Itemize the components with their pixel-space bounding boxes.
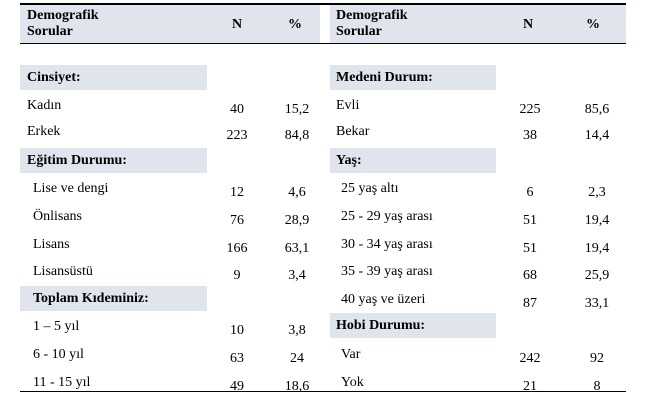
left-row-n: 12 bbox=[230, 185, 244, 201]
right-row-label: Bekar bbox=[336, 124, 370, 140]
left-row-label: Önlisans bbox=[33, 209, 82, 224]
left-row-percent: 24 bbox=[290, 351, 304, 366]
left-row-label: Lise ve dengi bbox=[33, 181, 109, 197]
left-row-label: Lisans bbox=[33, 236, 70, 252]
left-row-n: 223 bbox=[226, 128, 248, 144]
right-row-label: 40 yaş ve üzeri bbox=[341, 291, 426, 307]
right-row-percent: 14,4 bbox=[584, 128, 610, 144]
left-section-title: Eğitim Durumu: bbox=[27, 152, 127, 168]
header-left-percent: % bbox=[288, 17, 302, 32]
left-row-label: 1 – 5 yıl bbox=[33, 319, 80, 335]
left-row-n: 10 bbox=[230, 323, 244, 339]
left-row-label: Lisansüstü bbox=[33, 264, 93, 280]
right-row-percent: 2,3 bbox=[588, 185, 606, 201]
right-row-label: 30 - 34 yaş arası bbox=[341, 236, 433, 252]
right-row-n: 68 bbox=[523, 268, 537, 284]
left-row-n: 9 bbox=[233, 268, 241, 284]
left-row-n: 166 bbox=[226, 240, 248, 256]
header-rule bbox=[20, 43, 626, 44]
header-right-title-line1: Demografik bbox=[336, 8, 408, 23]
left-section-title: Toplam Kıdeminiz: bbox=[33, 290, 149, 306]
right-row-percent: 8 bbox=[593, 378, 601, 394]
right-row-label: Evli bbox=[336, 97, 360, 113]
left-row-n: 40 bbox=[230, 101, 244, 117]
right-row-n: 51 bbox=[523, 213, 537, 228]
left-row-label: Kadın bbox=[27, 97, 62, 113]
left-row-label: 6 - 10 yıl bbox=[33, 347, 84, 362]
right-row-n: 242 bbox=[519, 351, 541, 366]
left-row-percent: 15,2 bbox=[284, 101, 310, 117]
right-section-title: Hobi Durumu: bbox=[336, 318, 426, 334]
left-row-n: 49 bbox=[230, 378, 244, 394]
header-left-n: N bbox=[231, 17, 243, 32]
right-row-n: 6 bbox=[526, 185, 534, 201]
right-row-percent: 85,6 bbox=[584, 101, 610, 117]
left-row-percent: 63,1 bbox=[284, 240, 310, 256]
right-row-label: Yok bbox=[341, 374, 364, 390]
right-row-percent: 92 bbox=[590, 351, 604, 366]
left-row-percent: 84,8 bbox=[284, 128, 310, 144]
header-left-title-line2: Sorular bbox=[27, 24, 73, 39]
right-row-n: 87 bbox=[523, 295, 537, 311]
header-right-n: N bbox=[522, 17, 534, 32]
right-section-title: Medeni Durum: bbox=[336, 70, 433, 85]
right-row-n: 225 bbox=[519, 101, 541, 117]
right-row-percent: 19,4 bbox=[584, 240, 610, 256]
header-right-percent: % bbox=[586, 17, 600, 32]
left-section-title: Cinsiyet: bbox=[27, 70, 81, 85]
left-row-percent: 4,6 bbox=[288, 185, 306, 201]
right-row-label: Var bbox=[341, 347, 361, 362]
right-row-percent: 19,4 bbox=[584, 213, 610, 228]
left-row-percent: 18,6 bbox=[284, 378, 310, 394]
right-row-label: 35 - 39 yaş arası bbox=[341, 264, 433, 280]
header-right-title-line2: Sorular bbox=[336, 24, 382, 39]
left-row-percent: 3,8 bbox=[288, 323, 306, 339]
left-row-percent: 28,9 bbox=[284, 213, 310, 228]
right-row-label: 25 yaş altı bbox=[341, 181, 399, 197]
right-section-title: Yaş: bbox=[336, 152, 362, 168]
header-left-title-line1: Demografik bbox=[27, 8, 99, 23]
left-row-n: 63 bbox=[230, 351, 244, 366]
right-row-percent: 33,1 bbox=[584, 295, 610, 311]
right-row-percent: 25,9 bbox=[584, 268, 610, 284]
left-row-n: 76 bbox=[230, 213, 244, 228]
left-row-label: Erkek bbox=[27, 124, 61, 140]
right-row-n: 38 bbox=[523, 128, 537, 144]
right-row-n: 51 bbox=[523, 240, 537, 256]
right-row-label: 25 - 29 yaş arası bbox=[341, 209, 433, 224]
left-row-percent: 3,4 bbox=[288, 268, 306, 284]
right-row-n: 21 bbox=[523, 378, 537, 394]
left-row-label: 11 - 15 yıl bbox=[33, 374, 91, 390]
